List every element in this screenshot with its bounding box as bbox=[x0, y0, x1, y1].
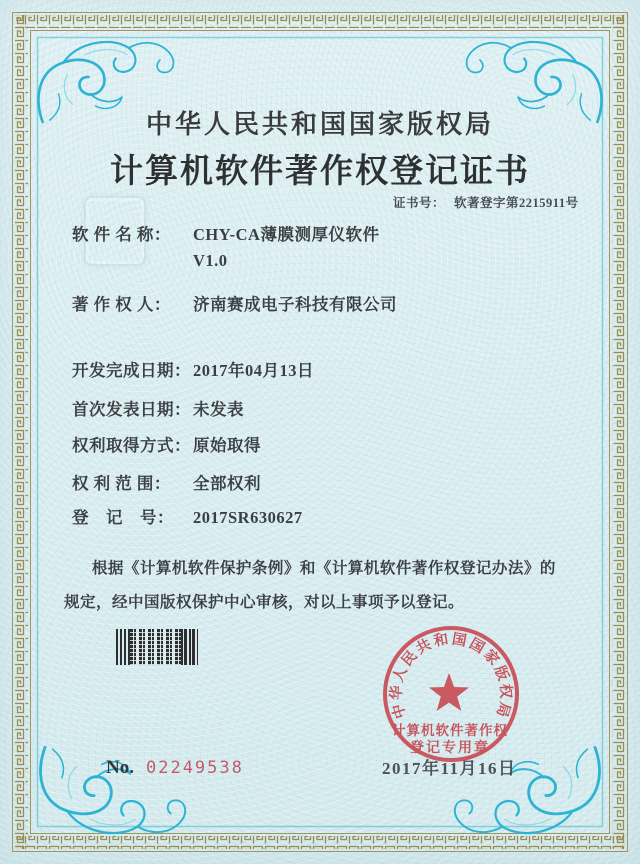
field-value: 原始取得 bbox=[193, 436, 261, 455]
field-rights-scope bbox=[72, 471, 261, 497]
field-value: 2017SR630627 bbox=[193, 508, 303, 527]
field-value: 2017年04月13日 bbox=[193, 361, 314, 380]
seal-line1: 计算机软件著作权 bbox=[392, 723, 508, 738]
corner-flourish-icon bbox=[30, 736, 198, 840]
serial-prefix: No. bbox=[106, 757, 134, 778]
field-label: 软 件 名 称： bbox=[72, 225, 171, 244]
issue-date: 2017年11月16日 bbox=[382, 759, 517, 778]
field-value: CHY-CA薄膜测厚仪软件 V1.0 bbox=[193, 222, 379, 274]
field-label: 开发完成日期： bbox=[72, 361, 191, 380]
field-label: 权利取得方式： bbox=[72, 436, 191, 455]
field-value: 全部权利 bbox=[193, 474, 261, 493]
field-value: 济南赛成电子科技有限公司 bbox=[193, 295, 397, 314]
statement-line: 规定，经中国版权保护中心审核，对以上事项予以登记。 bbox=[64, 594, 465, 611]
certificate-number-line bbox=[393, 193, 579, 211]
field-completion-date bbox=[72, 358, 314, 384]
field-registration-number bbox=[72, 505, 303, 531]
field-first-publication-date bbox=[72, 397, 244, 423]
barcode bbox=[116, 629, 198, 665]
official-seal bbox=[376, 619, 526, 769]
serial-number: 02249538 bbox=[145, 758, 244, 778]
barcode-matrix bbox=[130, 629, 181, 665]
statement-line: 根据《计算机软件保护条例》和《计算机软件著作权登记办法》的 bbox=[91, 560, 556, 577]
certificate-title: 计算机软件著作权登记证书 bbox=[110, 154, 530, 190]
field-rights-acquisition bbox=[72, 433, 261, 459]
seal-ring-text: 中华人民共和国国家版权局 bbox=[388, 631, 514, 722]
field-label: 登 记 号： bbox=[72, 508, 174, 527]
field-copyright-owner bbox=[72, 292, 397, 318]
star-icon bbox=[429, 673, 469, 711]
serial-number-line bbox=[106, 757, 244, 779]
barcode-right-bars bbox=[181, 629, 198, 665]
issuing-authority: 中华人民共和国国家版权局 bbox=[145, 110, 494, 139]
seal-line2: 登记专用章 bbox=[410, 741, 490, 756]
registration-statement bbox=[64, 552, 580, 620]
certificate-number-value: 软著登字第2215911号 bbox=[454, 196, 579, 210]
field-label: 首次发表日期： bbox=[72, 400, 191, 419]
field-label: 权 利 范 围： bbox=[72, 474, 171, 493]
field-label: 著 作 权 人： bbox=[72, 295, 171, 314]
field-value-line2: V1.0 bbox=[193, 251, 228, 270]
field-software-name bbox=[72, 222, 379, 274]
barcode-left-bars bbox=[116, 629, 130, 665]
certificate-number-label: 证书号： bbox=[393, 196, 446, 210]
field-value: 未发表 bbox=[193, 400, 244, 419]
